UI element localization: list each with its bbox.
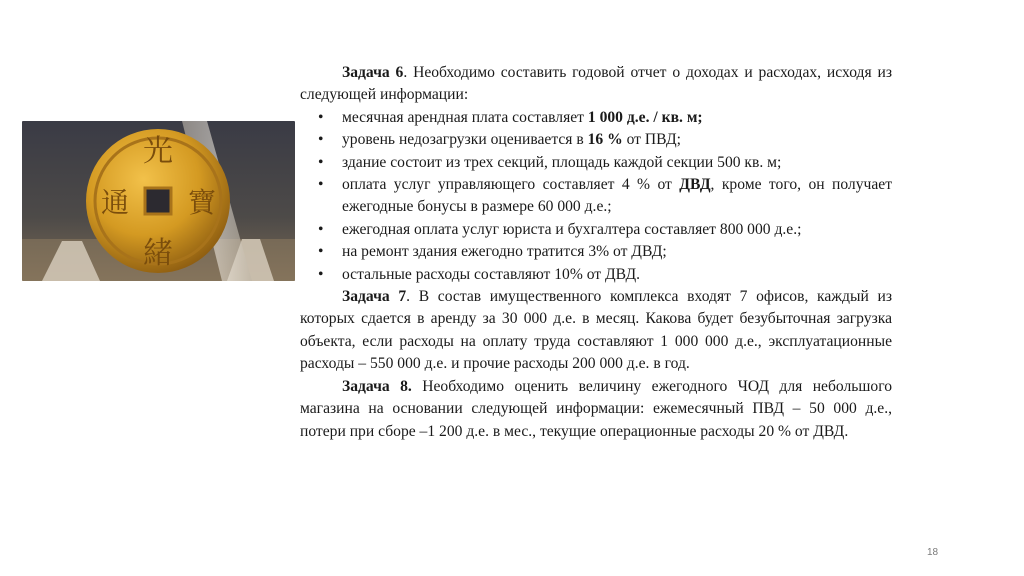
task6-intro-text: . Необходимо составить годовой отчет о доходах и расходах, исходя из следующей информации: [300,64,892,104]
bullet-glyph: • [318,153,324,171]
bullet-glyph: • [318,220,324,238]
bullet-glyph: • [318,243,324,261]
list-item: • остальные расходы составляют 10% от ДВД. [300,264,892,286]
svg-text:光: 光 [143,134,173,169]
task7-label: Задача 7 [342,288,407,306]
task8-label: Задача 8. [342,377,412,395]
task7-text: . В состав имущественного комплекса входят 7 офисов, каждый из которых сдается в аренду за 30 000 д.е. в месяц. Какова будет безубыточная загрузка объекта, если расходы на оплату труда составляют 1 000 000 д.е., эксплуатационные расходы – 550 000 д.е. и прочие расходы 200 000 д.е. в год. [300,288,892,373]
svg-text:緒: 緒 [143,236,173,271]
task6-intro [300,62,892,107]
coin-photo [22,121,295,281]
bullet-glyph: • [318,131,324,149]
list-item: • уровень недозагрузки оценивается в 16 % от ПВД; [300,129,892,151]
task8-paragraph [300,376,892,443]
task7-paragraph [300,286,892,376]
list-item: • ежегодная оплата услуг юриста и бухгалтера составляет 800 000 д.е.; [300,219,892,241]
list-item: • здание состоит из трех секций, площадь каждой секции 500 кв. м; [300,152,892,174]
coin-icon [22,121,295,281]
page-number: 18 [927,547,939,558]
bullet-glyph: • [318,265,324,283]
bullet-glyph: • [318,108,324,126]
bullet-glyph: • [318,176,324,194]
task8-text: Необходимо оценить величину ежегодного ЧОД для небольшого магазина на основании следующей информации: ежемесячный ПВД – 50 000 д.е., потери при сборе –1 200 д.е. в мес., текущие операционные расходы 20 % от ДВД. [300,377,893,440]
task6-bullet-list [300,107,892,286]
svg-text:通: 通 [100,186,130,219]
svg-text:寶: 寶 [187,186,217,219]
list-item: • оплата услуг управляющего составляет 4 % от ДВД, кроме того, он получает ежегодные бонусы в размере 60 000 д.е.; [318,176,893,216]
task6-label: Задача 6 [342,64,404,81]
list-item: • на ремонт здания ежегодно тратится 3% от ДВД; [300,241,892,263]
list-item: • месячная арендная плата составляет 1 000 д.е. / кв. м; [300,107,892,129]
tasks-text [300,62,892,443]
